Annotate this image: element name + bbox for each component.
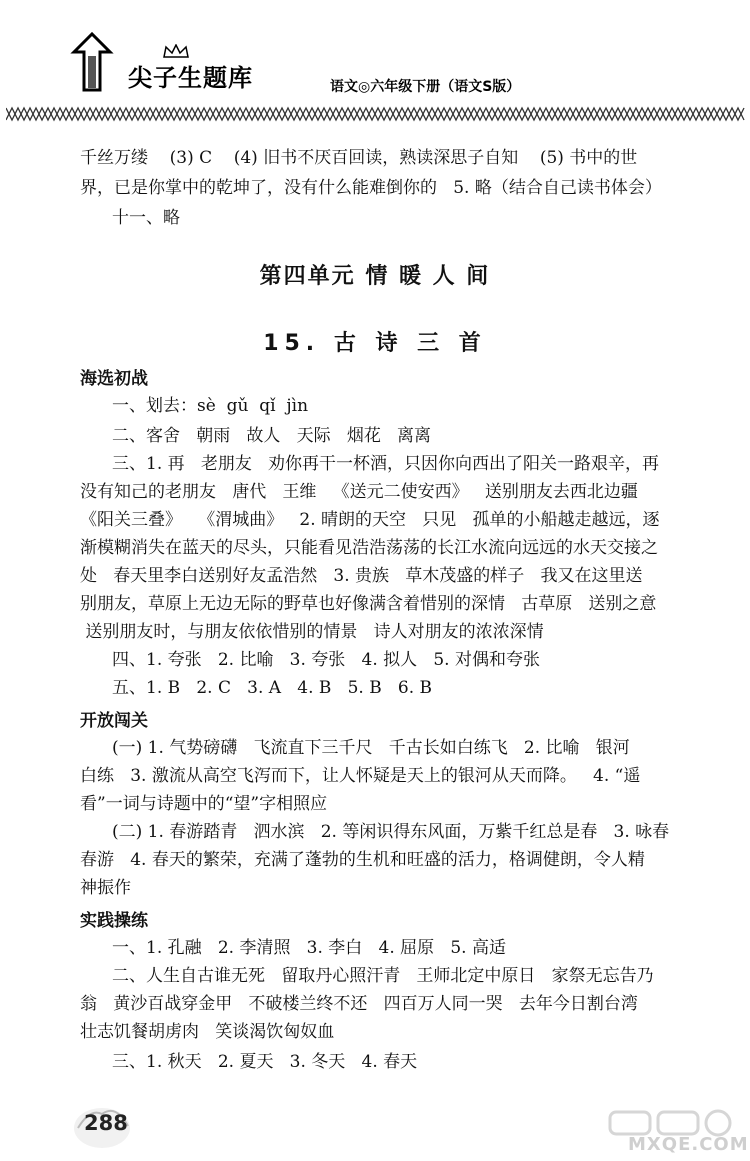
text-line: 渐模糊消失在蓝天的尽头，只能看见浩浩荡荡的长江水流向远远的水天交接之 (80, 538, 658, 558)
brand-logo: 尖子生题库 (128, 64, 253, 92)
text-line: 三、1. 秋天 2. 夏天 3. 冬天 4. 春天 (112, 1052, 418, 1072)
section-heading: 实践操练 (80, 911, 148, 931)
book-title: 语文◎六年级下册（语文S版） (330, 79, 521, 95)
page-number: 288 (84, 1111, 128, 1135)
text-line: 五、1. B 2. C 3. A 4. B 5. B 6. B (112, 678, 433, 698)
text-line: 四、1. 夸张 2. 比喻 3. 夸张 4. 拟人 5. 对偶和夸张 (112, 650, 540, 670)
text-line: 春游 4. 春天的繁荣，充满了蓬勃的生机和旺盛的活力，格调健朗，令人精 (80, 850, 645, 870)
section-heading: 海选初战 (80, 369, 148, 389)
text-line: 《阳关三叠》 《渭城曲》 2. 晴朗的天空 只见 孤单的小船越走越远，逐 (80, 510, 660, 530)
text-line: 壮志饥餐胡虏肉 笑谈渴饮匈奴血 (80, 1022, 335, 1042)
text-line: 二、人生自古谁无死 留取丹心照汗青 王师北定中原日 家祭无忘告乃 (112, 966, 654, 986)
text-line: 十一、略 (112, 208, 180, 228)
text-line: 送别朋友时，与朋友依依惜别的情景 诗人对朋友的浓浓深情 (80, 622, 544, 642)
watermark-text: MXQE.COM (628, 1134, 749, 1155)
text-line: 一、1. 孔融 2. 李清照 3. 李白 4. 屈原 5. 高适 (112, 938, 506, 958)
text-line: 白练 3. 激流从高空飞泻而下，让人怀疑是天上的银河从天而降。 4. “遥 (80, 766, 641, 786)
text-line: 翁 黄沙百战穿金甲 不破楼兰终不还 四百万人同一哭 去年今日割台湾 (80, 994, 638, 1014)
text-line: 三、1. 再 老朋友 劝你再干一杯酒，只因你向西出了阳关一路艰辛，再 (112, 454, 660, 474)
page-header (0, 0, 750, 130)
crown-icon (162, 44, 190, 58)
arrow-logo-icon (66, 32, 136, 94)
text-line: 看”一词与诗题中的“望”字相照应 (80, 794, 328, 814)
text-line: 界，已是你掌中的乾坤了，没有什么能难倒你的 5. 略（结合自己读书体会） (80, 178, 662, 198)
section-heading: 开放闯关 (80, 711, 148, 731)
unit-title: 第四单元 情 暖 人 间 (259, 264, 491, 289)
text-line: 二、客舍 朝雨 故人 天际 烟花 离离 (112, 426, 432, 446)
lesson-title: 15. 古 诗 三 首 (263, 331, 487, 356)
text-line: 一、划去：sè gǔ qǐ jìn (112, 396, 309, 416)
text-line: 神振作 (80, 878, 131, 898)
header-divider (6, 104, 746, 124)
text-line: 处 春天里李白送别好友孟浩然 3. 贵族 草木茂盛的样子 我又在这里送 (80, 566, 643, 586)
text-line: 没有知己的老朋友 唐代 王维 《送元二使安西》 送别朋友去西北边疆 (80, 482, 638, 502)
text-line: 别朋友，草原上无边无际的野草也好像满含着惜别的深情 古草原 送别之意 (80, 594, 657, 614)
text-line: (一) 1. 气势磅礴 飞流直下三千尺 千古长如白练飞 2. 比喻 银河 (112, 738, 630, 758)
text-line: (二) 1. 春游踏青 泗水滨 2. 等闲识得东风面，万紫千红总是春 3. 咏春 (112, 822, 670, 842)
text-line: 千丝万缕 (3) C (4) 旧书不厌百回读，熟读深思子自知 (5) 书中的世 (80, 148, 638, 168)
